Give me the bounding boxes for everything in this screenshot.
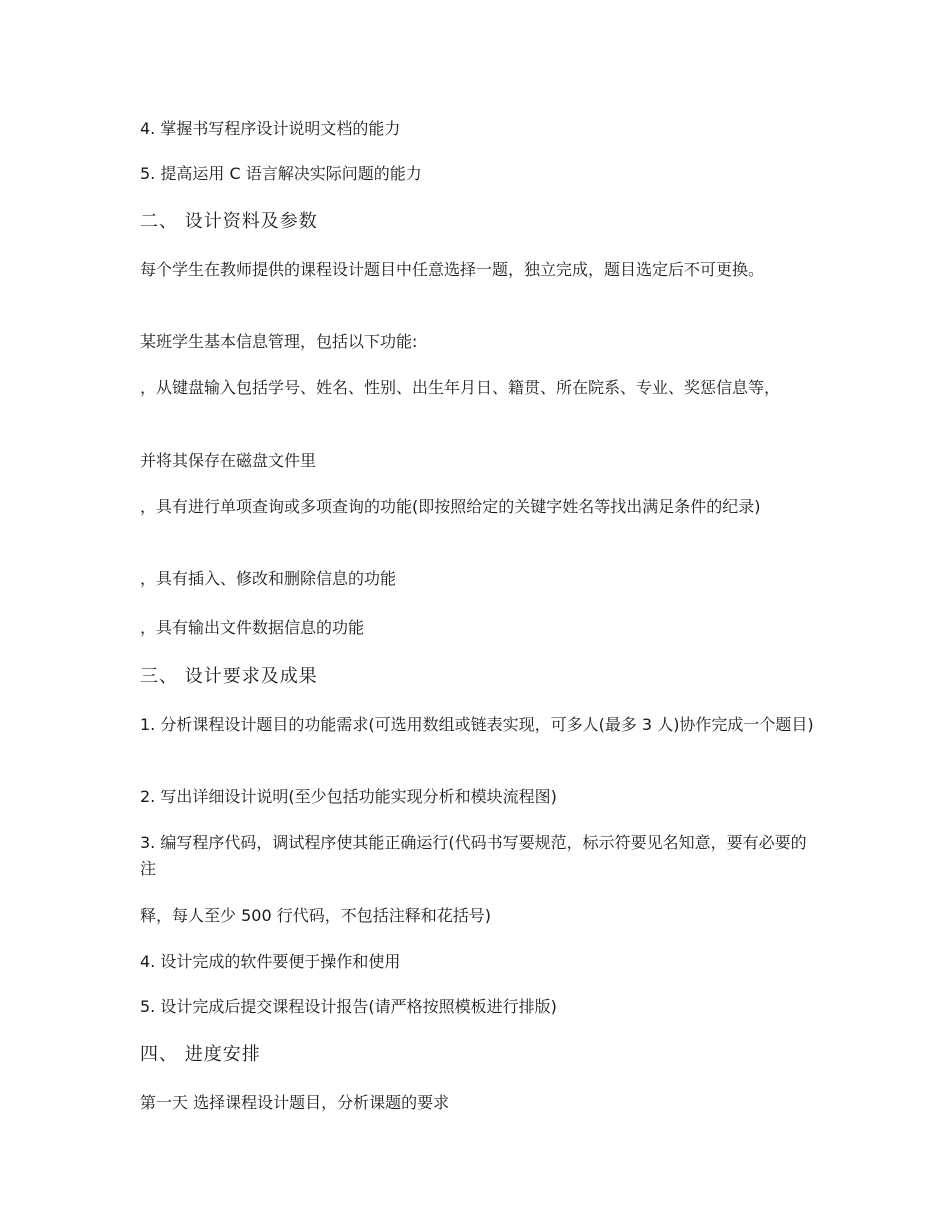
- paragraph-output-feature: ，具有输出文件数据信息的功能: [140, 618, 365, 637]
- paragraph-5-c-skill: 5. 提高运用 C 语言解决实际问题的能力: [140, 164, 422, 183]
- section-heading-4: 四、 进度安排: [140, 1044, 261, 1065]
- paragraph-req-3-cont: 释，每人至少 500 行代码，不包括注释和花括号): [140, 906, 491, 925]
- paragraph-req-2: 2. 写出详细设计说明(至少包括功能实现分析和模块流程图): [140, 787, 557, 806]
- paragraph-save-feature: 并将其保存在磁盘文件里: [140, 451, 317, 470]
- paragraph-req-1: 1. 分析课程设计题目的功能需求(可选用数组或链表实现，可多人(最多 3 人)协作完成一个题目): [140, 715, 814, 734]
- paragraph-req-3: 3. 编写程序代码，调试程序使其能正确运行(代码书写要规范，标示符要见名知意，要有必要的注: [140, 833, 807, 878]
- section-heading-2: 二、 设计资料及参数: [140, 211, 318, 232]
- paragraph-req-4: 4. 设计完成的软件要便于操作和使用: [140, 952, 401, 971]
- paragraph-input-feature: ，从键盘输入包括学号、姓名、性别、出生年月日、籍贯、所在院系、专业、奖惩信息等，: [140, 378, 781, 397]
- paragraph-query-feature: ，具有进行单项查询或多项查询的功能(即按照给定的关键字姓名等找出满足条件的纪录): [140, 497, 761, 516]
- paragraph-system-intro: 某班学生基本信息管理，包括以下功能:: [140, 332, 418, 351]
- paragraph-topic-selection: 每个学生在教师提供的课程设计题目中任意选择一题，独立完成，题目选定后不可更换。: [140, 260, 765, 279]
- section-heading-3: 三、 设计要求及成果: [140, 666, 318, 687]
- paragraph-edit-feature: ，具有插入、修改和删除信息的功能: [140, 569, 397, 588]
- paragraph-4-doc-skill: 4. 掌握书写程序设计说明文档的能力: [140, 119, 401, 138]
- paragraph-schedule-day-1: 第一天 选择课程设计题目，分析课题的要求: [140, 1093, 450, 1112]
- paragraph-req-5: 5. 设计完成后提交课程设计报告(请严格按照模板进行排版): [140, 997, 557, 1016]
